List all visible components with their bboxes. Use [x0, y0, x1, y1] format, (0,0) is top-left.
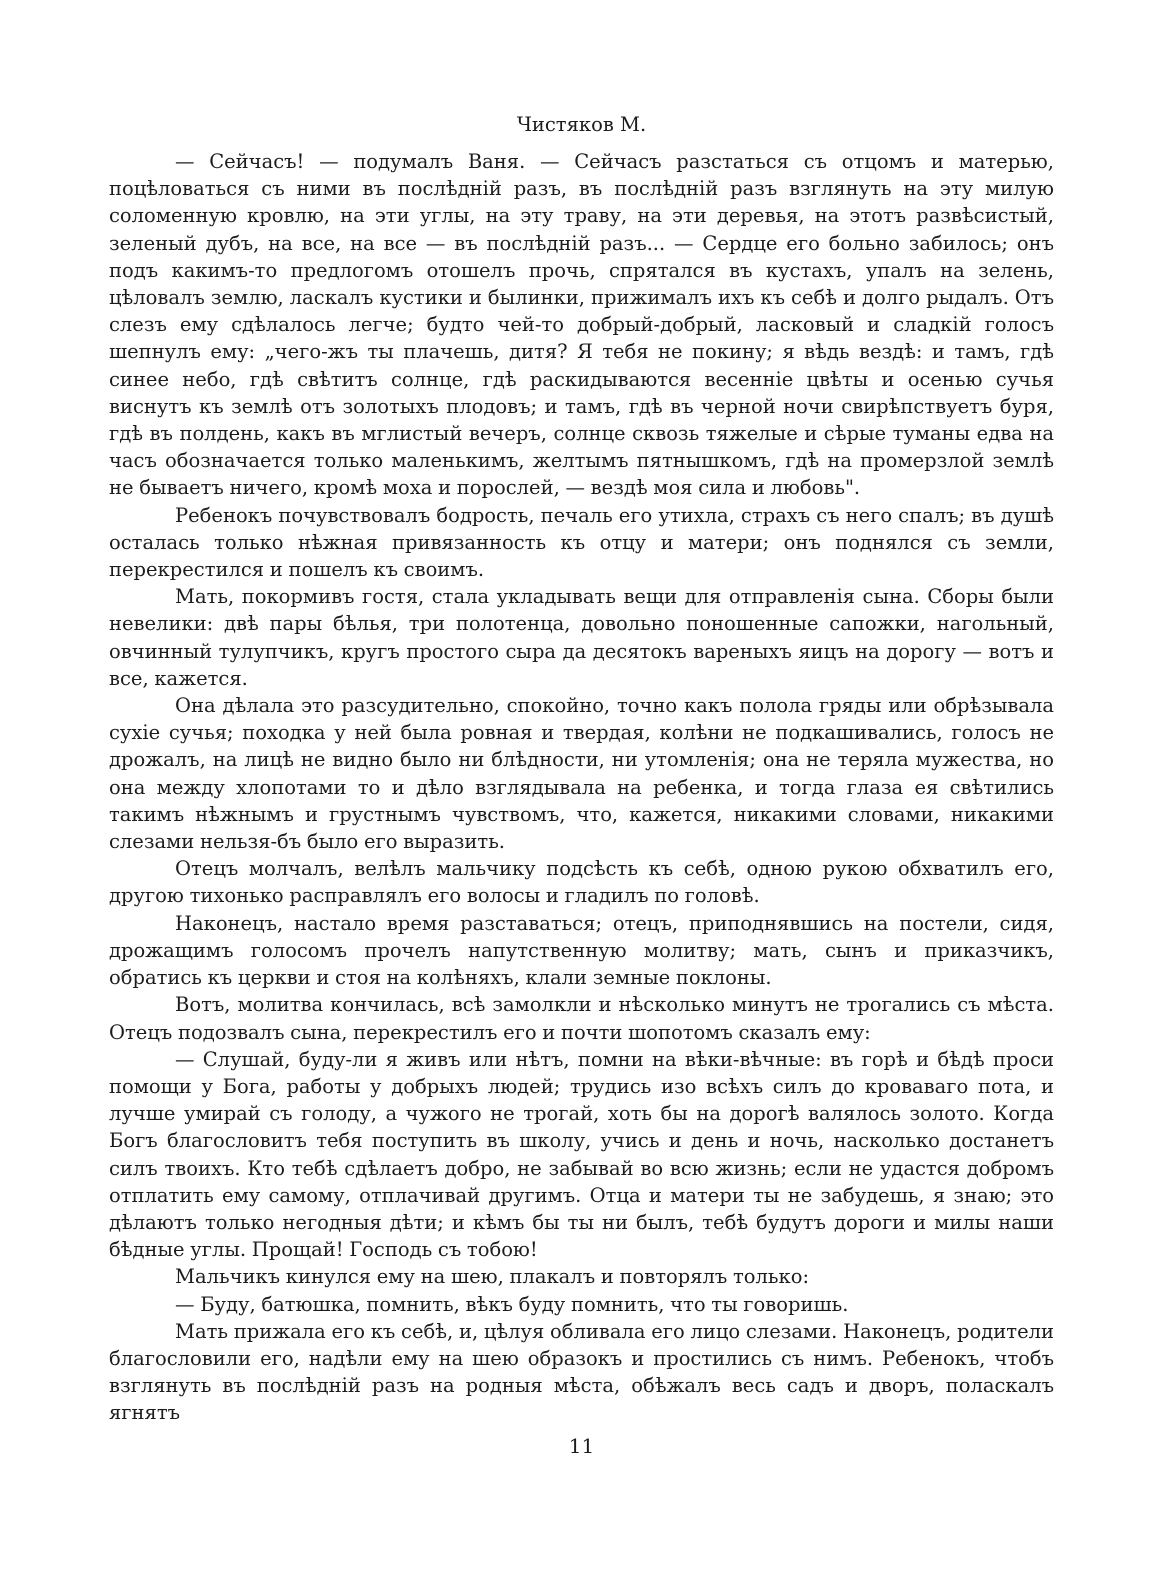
paragraph: Мать прижала его къ себѣ, и, цѣлуя обливала его лицо слезами. Наконецъ, родители благословили его, надѣли ему на шею образокъ и простились съ нимъ. Ребенокъ, чтобъ взглянуть въ послѣднiй разъ на родныя мѣста, обѣжалъ весь садъ и дворъ, поласкалъ ягнятъ [109, 1319, 1054, 1425]
paragraph: Отецъ молчалъ, велѣлъ мальчику подсѣсть къ себѣ, одною рукою обхватилъ его, другою тихонько расправлялъ его волосы и гладилъ по головѣ. [109, 857, 1054, 908]
running-header-author: Чистяков М. [516, 113, 647, 136]
paragraph: Ребенокъ почувствовалъ бодрость, печаль его утихла, страхъ съ него спалъ; въ душѣ осталась только нѣжная привязанность къ отцу и матери; онъ поднялся съ земли, перекрестился и пошелъ къ своимъ. [109, 503, 1054, 582]
paragraph: Наконецъ, настало время разставаться; отецъ, приподнявшись на постели, сидя, дрожащимъ голосомъ прочелъ напутственную молитву; мать, сынъ и приказчикъ, обратись къ церкви и стоя на колѣняхъ, клали земные поклоны. [109, 911, 1054, 990]
paragraph: Она дѣлала это разсудительно, спокойно, точно какъ полола гряды или обрѣзывала сухiе сучья; походка у ней была ровная и твердая, колѣни не подкашивались, голосъ не дрожалъ, на лицѣ не видно было ни блѣдности, ни утомленiя; она не теряла мужества, но она между хлопотами то и дѣло взглядывала на ребенка, и тогда глаза ея свѣтились такимъ нѣжнымъ и грустнымъ чувствомъ, что, кажется, никакими словами, никакими слезами нельзя-бъ было его выразить. [109, 694, 1054, 854]
paragraph: Мать, покормивъ гостя, стала укладывать вещи для отправленiя сына. Сборы были невелики: двѣ пары бѣлья, три полотенца, довольно поношенные сапожки, нагольный, овчинный тулупчикъ, кругъ простого сыра да десятокъ вареныхъ яицъ на дорогу — вотъ и все, кажется. [109, 585, 1054, 690]
paragraph: Вотъ, молитва кончилась, всѣ замолкли и нѣсколько минутъ не трогались съ мѣста. Отецъ подозвалъ сына, перекрестилъ его и почти шопотомъ сказалъ ему: [109, 993, 1054, 1044]
paragraph: — Слушай, буду-ли я живъ или нѣтъ, помни на вѣки-вѣчные: въ горѣ и бѣдѣ проси помощи у Бога, работы у добрыхъ людей; трудись изо всѣхъ силъ до кроваваго пота, и лучше умирай съ голоду, а чужого не трогай, хоть бы на дорогѣ валялось золото. Когда Богъ благословитъ тебя поступить въ школу, учись и день и ночь, насколько достанетъ силъ твоихъ. Кто тебѣ сдѣлаетъ добро, не забывай во всю жизнь; если не удастся добромъ отплатить ему самому, отплачивай другимъ. Отца и матери ты не забудешь, я знаю; это дѣлаютъ только негодныя дѣти; и кѣмъ бы ты ни былъ, тебѣ будутъ дороги и милы наши бѣдные углы. Прощай! Господь съ тобою! [109, 1047, 1054, 1262]
paragraph: Мальчикъ кинулся ему на шею, плакалъ и повторялъ только: [175, 1265, 810, 1289]
page-number: 11 [568, 1434, 595, 1458]
paragraph: — Буду, батюшка, помнить, вѣкъ буду помнить, что ты говоришь. [175, 1292, 849, 1316]
paragraph: — Сейчасъ! — подумалъ Ваня. — Сейчасъ разстаться съ отцомъ и матерью, поцѣловаться съ ними въ послѣднiй разъ, въ послѣднiй разъ взглянуть на эту милую соломенную кровлю, на эти углы, на эту траву, на эти деревья, на этотъ развѣсистый, зеленый дубъ, на все, на все — въ послѣднiй разъ... — Сердце его больно забилось; онъ подъ какимъ-то предлогомъ отошелъ прочь, спрятался въ кустахъ, упалъ на зелень, цѣловалъ землю, ласкалъ кустики и былинки, прижималъ ихъ къ себѣ и долго рыдалъ. Отъ слезъ ему сдѣлалось легче; будто чей-то добрый-добрый, ласковый и сладкiй голосъ шепнулъ ему: „чего-жъ ты плачешь, дитя? Я тебя не покину; я вѣдь вездѣ: и тамъ, гдѣ синее небо, гдѣ свѣтитъ солнце, гдѣ раскидываются весеннiе цвѣты и осенью сучья виснутъ къ землѣ отъ золотыхъ плодовъ; и тамъ, гдѣ въ черной ночи свирѣпствуетъ буря, гдѣ въ полдень, какъ въ мглистый вечеръ, солнце сквозь тяжелые и сѣрые туманы едва на часъ обозначается только маленькимъ, желтымъ пятнышкомъ, гдѣ на промерзлой землѣ не бываетъ ничего, кромѣ моха и порослей, — вездѣ моя сила и любовь". [109, 150, 1054, 500]
body-text [109, 148, 1054, 1427]
